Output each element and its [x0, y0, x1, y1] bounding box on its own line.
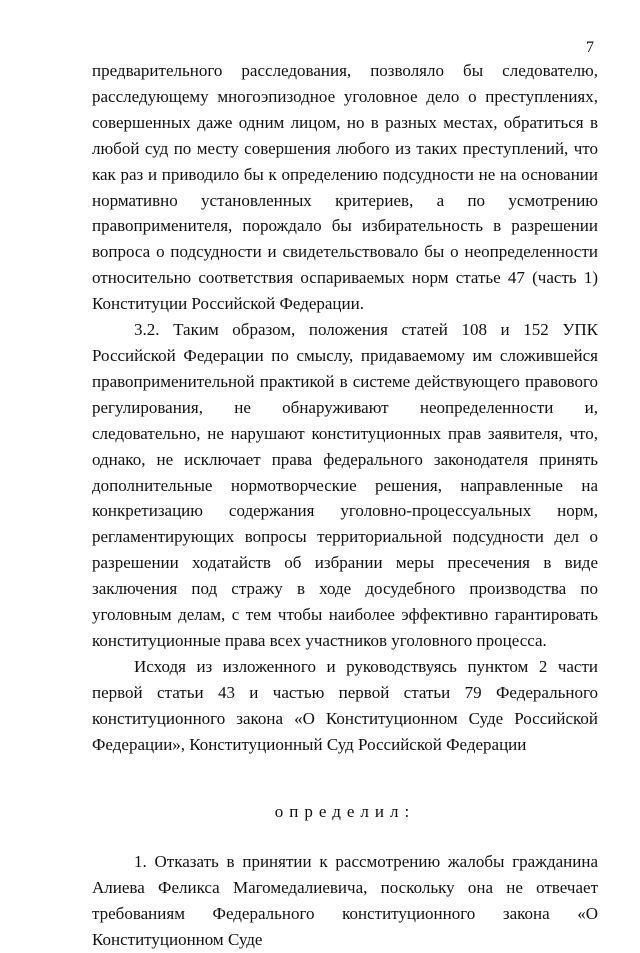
document-body	[92, 58, 598, 953]
paragraph-3-2: 3.2. Таким образом, положения статей 108 и 152 УПК Российской Федерации по смыслу, придаваемому им сложившейся правоприменительной практикой в системе действующего правового регулирования, не обнаруживают неопределенности и, следовательно, не нарушают конституционных прав заявителя, что, однако, не исключает права федерального законодателя принять дополнительные нормотворческие решения, направленные на конкретизацию содержания уголовно-процессуальных норм, регламентирующих вопросы территориальной подсудности дел о разрешении ходатайств об избрании меры пресечения в виде заключения под стражу в ходе досудебного производства по уголовным делам, с тем чтобы наиболее эффективно гарантировать конституционные права всех участников уголовного процесса.	[92, 320, 598, 650]
verdict-heading: определил:	[274, 802, 416, 822]
paragraph-continuation: предварительного расследования, позволяло бы следователю, расследующему многоэпизодное уголовное дело о преступлениях, совершенных даже одним лицом, но в разных местах, обратиться в любой суд по месту совершения любого из таких преступлений, что как раз и приводило бы к определению подсудности не на основании нормативно установленных критериев, а по усмотрению правоприменителя, порождало бы избирательность в разрешении вопроса о подсудности и свидетельствовало бы о неопределенности относительно соответствия оспариваемых норм статье 47 (часть 1) Конституции Российской Федерации.	[92, 61, 598, 314]
resolution-item-1: 1. Отказать в принятии к рассмотрению жалобы гражданина Алиева Феликса Магомедалиевича, поскольку она не отвечает требованиям Федерального конституционного закона «О Конституционном Суде	[92, 852, 598, 950]
paragraph-based-on: Исходя из изложенного и руководствуясь пунктом 2 части первой статьи 43 и частью первой статьи 79 Федерального конституционного закона «О Конституционном Суде Российской Федерации», Конституционный Суд Российской Федерации	[92, 656, 598, 754]
page-number: 7	[586, 39, 594, 56]
